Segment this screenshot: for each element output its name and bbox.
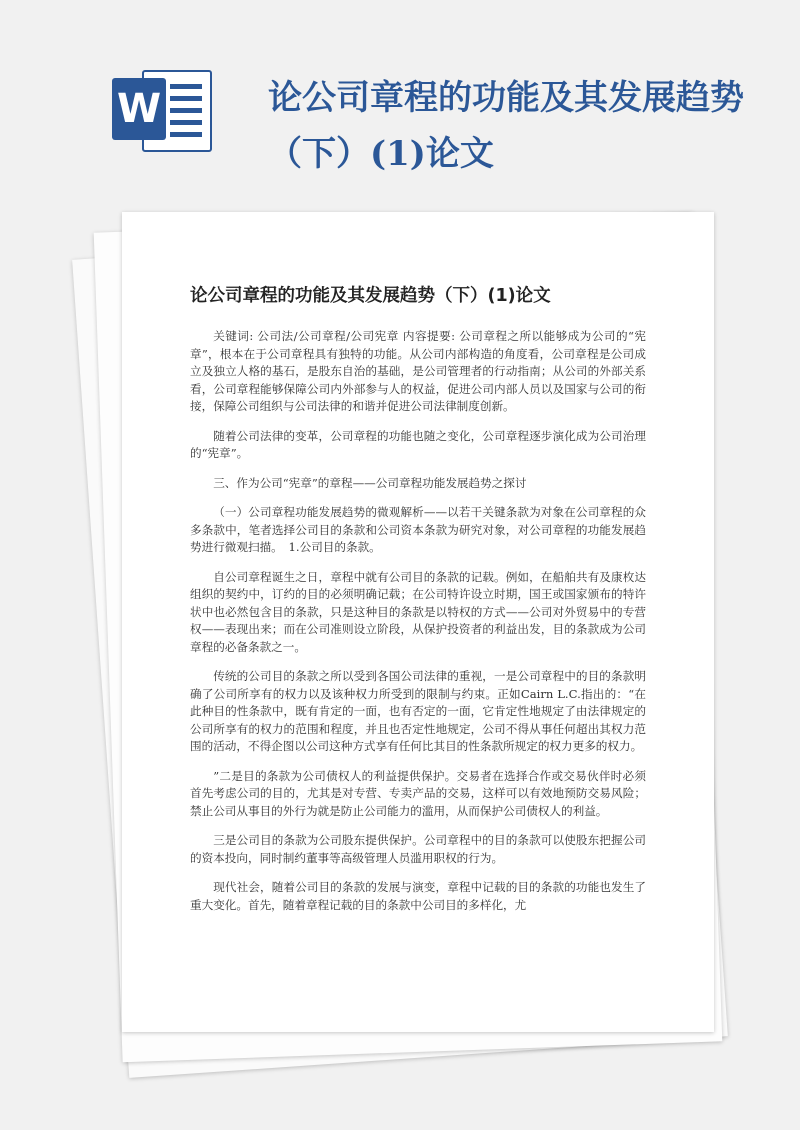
paragraph: ”二是目的条款为公司债权人的利益提供保护。交易者在选择合作或交易伙伴时必须首先考虑公司的目的，尤其是对专营、专卖产品的交易，这样可以有效地预防交易风险；禁止公司从事目的外行为就是防止公司能力的滥用，从而保护公司债权人的利益。 (190, 768, 646, 818)
document-page (122, 212, 714, 1032)
paragraph: 三是公司目的条款为公司股东提供保护。公司章程中的目的条款可以使股东把握公司的资本投向，同时制约董事等高级管理人员滥用职权的行为。 (190, 833, 646, 865)
paragraph: 现代社会，随着公司目的条款的发展与演变，章程中记载的目的条款的功能也发生了重大变化。首先，随着章程记载的目的条款中公司目的多样化，尤 (190, 880, 646, 912)
paragraph: （一）公司章程功能发展趋势的微观解析——以若干关键条款为对象在公司章程的众多条款中，笔者选择公司目的条款和公司资本条款为研究对象，对公司章程的功能发展趋势进行微观扫描。 1.公司目的条款。 (190, 505, 646, 554)
word-logo-icon (112, 64, 212, 160)
document-body (190, 328, 646, 926)
word-letter-badge: W (112, 78, 166, 140)
paragraph: 自公司章程诞生之日，章程中就有公司目的条款的记载。例如，在船舶共有及康枚达组织的契约中，订约的目的必须明确记载；在公司特许设立时期，国王或国家颁布的特许状中也必然包含目的条款，只是这种目的条款是以特权的方式——公司对外贸易中的专营权——表现出来；而在公司准则设立阶段，从保护投资者的利益出发，目的条款成为公司章程的必备条款之一。 (190, 569, 646, 654)
banner-title: 论公司章程的功能及其发展趋势（下）(1)论文 (268, 78, 744, 174)
document-title: 论公司章程的功能及其发展趋势（下）(1)论文 (190, 286, 551, 306)
paragraph: 随着公司法律的变革，公司章程的功能也随之变化，公司章程逐步演化成为公司治理的“宪章”。 (190, 428, 646, 460)
paragraph: 传统的公司目的条款之所以受到各国公司法律的重视，一是公司章程中的目的条款明确了公司所享有的权力以及该种权力所受到的限制与约束。正如Cairn L.C.指出的：“在此种目的性条款中，既有肯定的一面，也有否定的一面，它肯定性地规定了由法律规定的公司所享有的权力的范围和程度，并且也否定性地规定，公司不得从事任何超出其权力范围的活动，不得企图以公司这种方式享有任何比其目的性条款所规定的权力更多的权力。 (190, 669, 646, 753)
section-heading: 三、作为公司“宪章”的章程——公司章程功能发展趋势之探讨 (213, 475, 527, 490)
paragraph: 关键词: 公司法/公司章程/公司宪章 内容提要: 公司章程之所以能够成为公司的“宪章”，根本在于公司章程具有独特的功能。从公司内部构造的角度看，公司章程是公司成立及独立人格的基石，是股东自治的基础，是公司管理者的行动指南；从公司的外部关系看，公司章程能够保障公司内外部参与人的权益，促进公司内部人员以及国家与公司的衔接，保障公司组织与公司法律的和谐并促进公司法律制度创新。 (190, 329, 646, 413)
